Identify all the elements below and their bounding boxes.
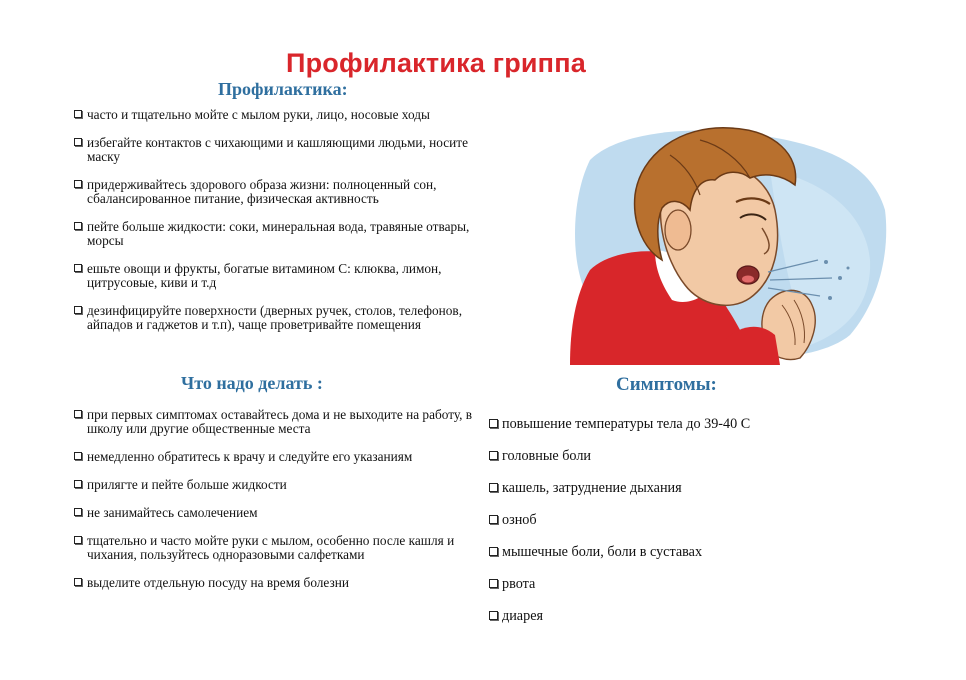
list-item-text: мышечные боли, боли в суставах — [502, 544, 703, 560]
list-item-text: повышение температуры тела до 39-40 С — [502, 416, 751, 432]
checkbox-icon — [74, 480, 82, 488]
list-item — [488, 608, 908, 624]
list-item — [73, 534, 473, 562]
checkbox-icon — [489, 611, 498, 620]
list-item-text: озноб — [502, 512, 537, 528]
prevention-list — [73, 108, 503, 346]
list-item-text: дезинфицируйте поверхности (дверных ручек, столов, телефонов, айпадов и гаджетов и т.п), чаще проветривайте помещения — [87, 303, 463, 332]
list-item — [73, 262, 503, 290]
list-item — [73, 178, 503, 206]
list-item — [488, 480, 908, 496]
checkbox-icon — [489, 579, 498, 588]
list-item-text: головные боли — [502, 448, 592, 464]
checkbox-icon — [74, 138, 82, 146]
checkbox-icon — [74, 110, 82, 118]
checkbox-icon — [74, 508, 82, 516]
checkbox-icon — [74, 410, 82, 418]
list-item — [73, 304, 503, 332]
list-item-text: придерживайтесь здорового образа жизни: полноценный сон, сбалансированное питание, физическая активность — [87, 177, 437, 206]
droplet — [828, 296, 832, 300]
droplet — [824, 260, 828, 264]
list-item — [73, 450, 473, 464]
checkbox-icon — [489, 419, 498, 428]
list-item — [488, 544, 908, 560]
list-item — [73, 576, 473, 590]
checkbox-icon — [74, 180, 82, 188]
list-item-text: диарея — [502, 608, 544, 624]
list-item-text: пейте больше жидкости: соки, минеральная вода, травяные отвары, морсы — [87, 219, 470, 248]
checkbox-icon — [489, 547, 498, 556]
tongue — [742, 276, 754, 283]
list-item — [73, 108, 503, 122]
list-item — [488, 512, 908, 528]
list-item — [488, 416, 908, 432]
list-item-text: не занимайтесь самолечением — [87, 505, 258, 520]
list-item-text: немедленно обратитесь к врачу и следуйте его указаниям — [87, 449, 413, 464]
list-item-text: рвота — [502, 576, 536, 592]
checkbox-icon — [74, 222, 82, 230]
todo-list — [73, 408, 473, 604]
checkbox-icon — [74, 578, 82, 586]
checkbox-icon — [489, 515, 498, 524]
list-item — [488, 576, 908, 592]
list-item — [73, 136, 503, 164]
list-item-text: выделите отдельную посуду на время болезни — [87, 575, 349, 590]
list-item-text: прилягте и пейте больше жидкости — [87, 477, 287, 492]
list-item — [488, 448, 908, 464]
list-item — [73, 408, 473, 436]
list-item — [73, 506, 473, 520]
list-item-text: кашель, затруднение дыхания — [502, 480, 682, 496]
checkbox-icon — [74, 264, 82, 272]
list-item-text: избегайте контактов с чихающими и кашляющими людьми, носите маску — [87, 135, 468, 164]
list-item-text: тщательно и часто мойте руки с мылом, особенно после кашля и чихания, пользуйтесь одноразовыми салфетками — [87, 533, 455, 562]
checkbox-icon — [489, 483, 498, 492]
list-item-text: часто и тщательно мойте с мылом руки, лицо, носовые ходы — [87, 107, 430, 122]
prevention-heading: Профилактика: — [218, 79, 348, 99]
droplet — [838, 276, 842, 280]
checkbox-icon — [74, 536, 82, 544]
todo-heading: Что надо делать : — [181, 373, 323, 393]
list-item-text: при первых симптомах оставайтесь дома и не выходите на работу, в школу или другие общественные места — [87, 407, 473, 436]
droplet — [847, 267, 850, 270]
sneezing-boy-illustration — [550, 100, 890, 365]
list-item — [73, 478, 473, 492]
ear — [665, 210, 691, 250]
symptoms-heading: Симптомы: — [616, 374, 717, 395]
page-title: Профилактика гриппа — [286, 48, 586, 78]
symptoms-list — [488, 416, 908, 640]
checkbox-icon — [74, 306, 82, 314]
checkbox-icon — [74, 452, 82, 460]
list-item-text: ешьте овощи и фрукты, богатые витамином С: клюква, лимон, цитрусовые, киви и т.д — [87, 261, 442, 290]
checkbox-icon — [489, 451, 498, 460]
list-item — [73, 220, 503, 248]
